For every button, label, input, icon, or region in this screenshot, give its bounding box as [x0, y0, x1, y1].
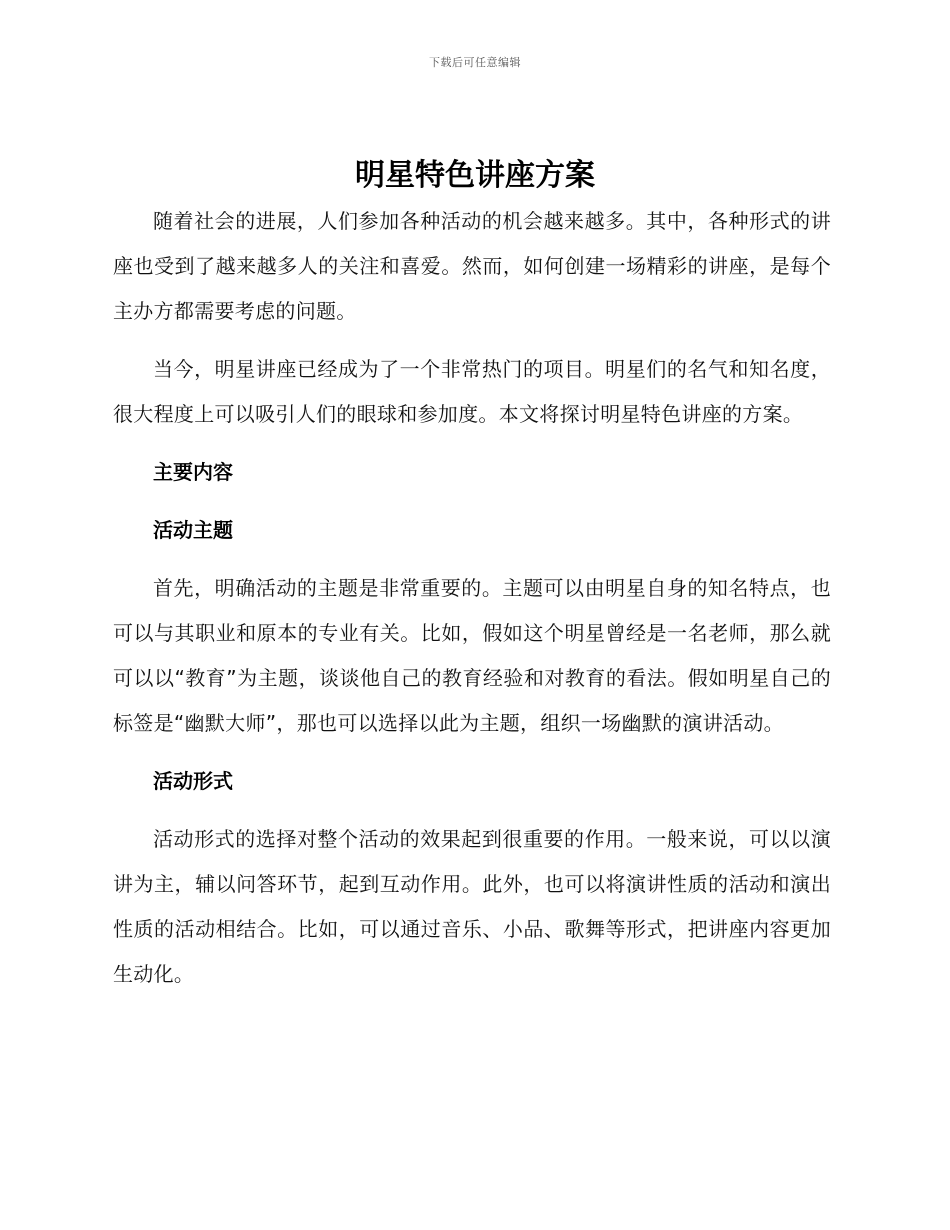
section-paragraph-format: 活动形式的选择对整个活动的效果起到很重要的作用。一般来说，可以以演讲为主，辅以问答环节，起到互动作用。此外，也可以将演讲性质的活动和演出性质的活动相结合。比如，可以通过音乐、小品、歌舞等形式，把讲座内容更加生动化。	[113, 827, 831, 986]
main-content-heading: 主要内容	[153, 460, 233, 484]
document-body	[113, 199, 831, 1010]
section-heading-theme: 活动主题	[153, 518, 233, 542]
section-paragraph-theme: 首先，明确活动的主题是非常重要的。主题可以由明星自身的知名特点，也可以与其职业和原本的专业有关。比如，假如这个明星曾经是一名老师，那么就可以以“教育”为主题，谈谈他自己的教育经验和对教育的看法。假如明星自己的标签是“幽默大师”，那也可以选择以此为主题，组织一场幽默的演讲活动。	[113, 576, 831, 735]
page-header-note: 下载后可任意编辑	[429, 56, 521, 69]
section-heading-format: 活动形式	[153, 769, 233, 793]
intro-paragraph-1: 随着社会的进展，人们参加各种活动的机会越来越多。其中，各种形式的讲座也受到了越来越多人的关注和喜爱。然而，如何创建一场精彩的讲座，是每个主办方都需要考虑的问题。	[113, 209, 831, 323]
document-title: 明星特色讲座方案	[355, 158, 595, 193]
intro-paragraph-2: 当今，明星讲座已经成为了一个非常热门的项目。明星们的名气和知名度，很大程度上可以吸引人们的眼球和参加度。本文将探讨明星特色讲座的方案。	[113, 357, 831, 426]
